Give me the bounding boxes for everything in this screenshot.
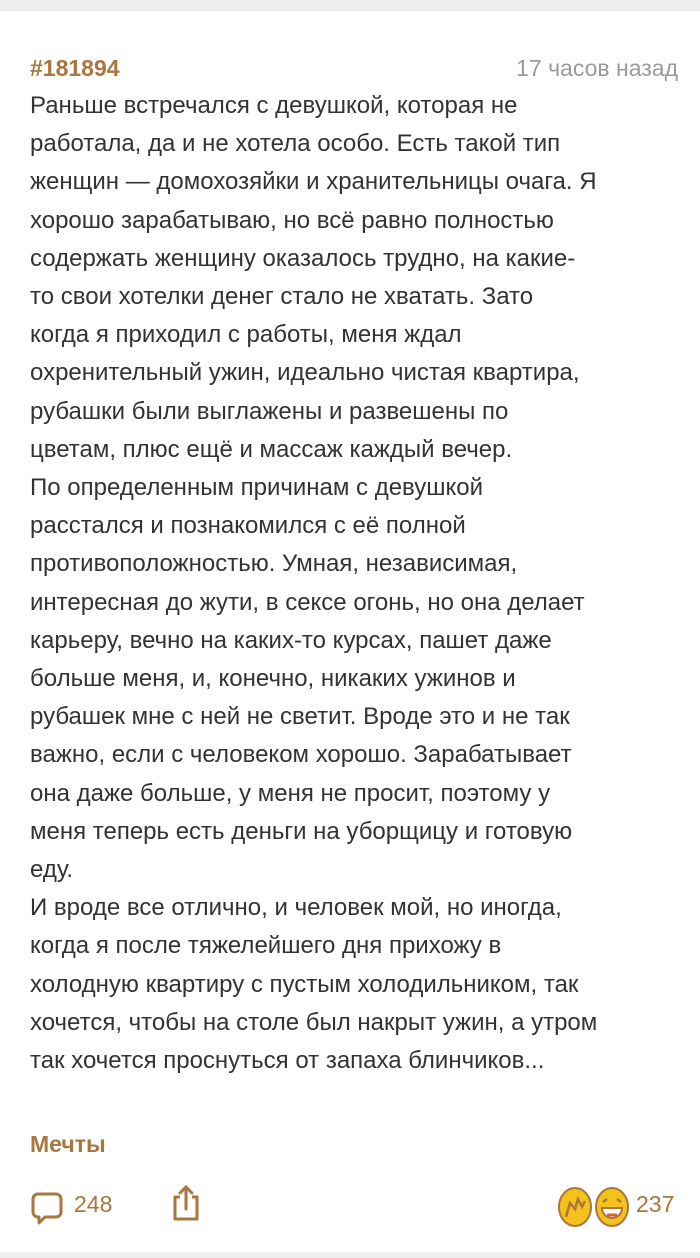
post-text-line: Раньше встречался с девушкой, которая не xyxy=(30,92,518,119)
post-text-line: еду. xyxy=(30,856,74,884)
post-text-line: меня теперь есть деньги на уборщицу и готовую xyxy=(30,817,573,845)
post-text-line: так хочется проснуться от запаха блинчиков... xyxy=(30,1047,545,1075)
reactions-count[interactable]: 237 xyxy=(636,1191,675,1217)
post-text-line: расстался и познакомился с её полной xyxy=(30,512,466,540)
post-text-line: когда я после тяжелейшего дня прихожу в xyxy=(30,932,502,960)
post-text-line: работала, да и не хотела особо. Есть такой тип xyxy=(30,130,561,158)
post-text-line: когда я приходил с работы, меня ждал xyxy=(30,321,462,349)
post-text-line: она даже больше, у меня не просит, поэтому у xyxy=(30,779,551,807)
post-footer xyxy=(0,1181,700,1229)
post-text-line: И вроде все отлично, и человек мой, но иногда, xyxy=(30,894,562,922)
post-text-line: хорошо зарабатываю, но всё равно полностью xyxy=(30,206,554,234)
post-text-line: рубашки были выглажены и развешены по xyxy=(30,397,509,425)
post-text-line: рубашек мне с ней не светит. Вроде это и не так xyxy=(30,703,570,731)
post-card xyxy=(0,11,700,1252)
post-text-line: важно, если с человеком хорошо. Зарабатывает xyxy=(30,741,572,769)
post-text-line: то свои хотелки денег стало не хватать. Зато xyxy=(30,283,534,311)
post-text-line: охренительный ужин, идеально чистая квартира, xyxy=(30,359,580,387)
post-text-line: холодную квартиру с пустым холодильником, так xyxy=(30,970,579,998)
comment-icon[interactable] xyxy=(30,1191,64,1232)
facepalm-emoji-icon[interactable] xyxy=(558,1187,594,1232)
post-text-line: цветам, плюс ещё и массаж каждый вечер. xyxy=(30,435,513,463)
post-text-line: интересная до жути, в сексе огонь, но она делает xyxy=(30,588,585,616)
post-text-line: содержать женщину оказалось трудно, на какие- xyxy=(30,244,576,272)
post-body xyxy=(30,87,597,1080)
post-text-line: По определенным причинам с девушкой xyxy=(30,474,484,502)
post-text-line: хочется, чтобы на столе был накрыт ужин, а утром xyxy=(30,1008,598,1036)
post-text-line: противоположностью. Умная, независимая, xyxy=(30,550,518,578)
post-tag[interactable]: Мечты xyxy=(30,1131,106,1157)
laughing-emoji-icon[interactable] xyxy=(594,1187,630,1232)
post-time: 17 часов назад xyxy=(516,55,678,81)
post-id[interactable]: #181894 xyxy=(30,55,120,81)
comments-count[interactable]: 248 xyxy=(74,1191,113,1217)
post-text-line: больше меня, и, конечно, никаких ужинов и xyxy=(30,665,516,693)
post-text-line: карьеру, вечно на каких-то курсах, пашет даже xyxy=(30,626,552,654)
share-icon[interactable] xyxy=(170,1183,202,1228)
post-text-line: женщин — домохозяйки и хранительницы очага. Я xyxy=(30,168,597,196)
